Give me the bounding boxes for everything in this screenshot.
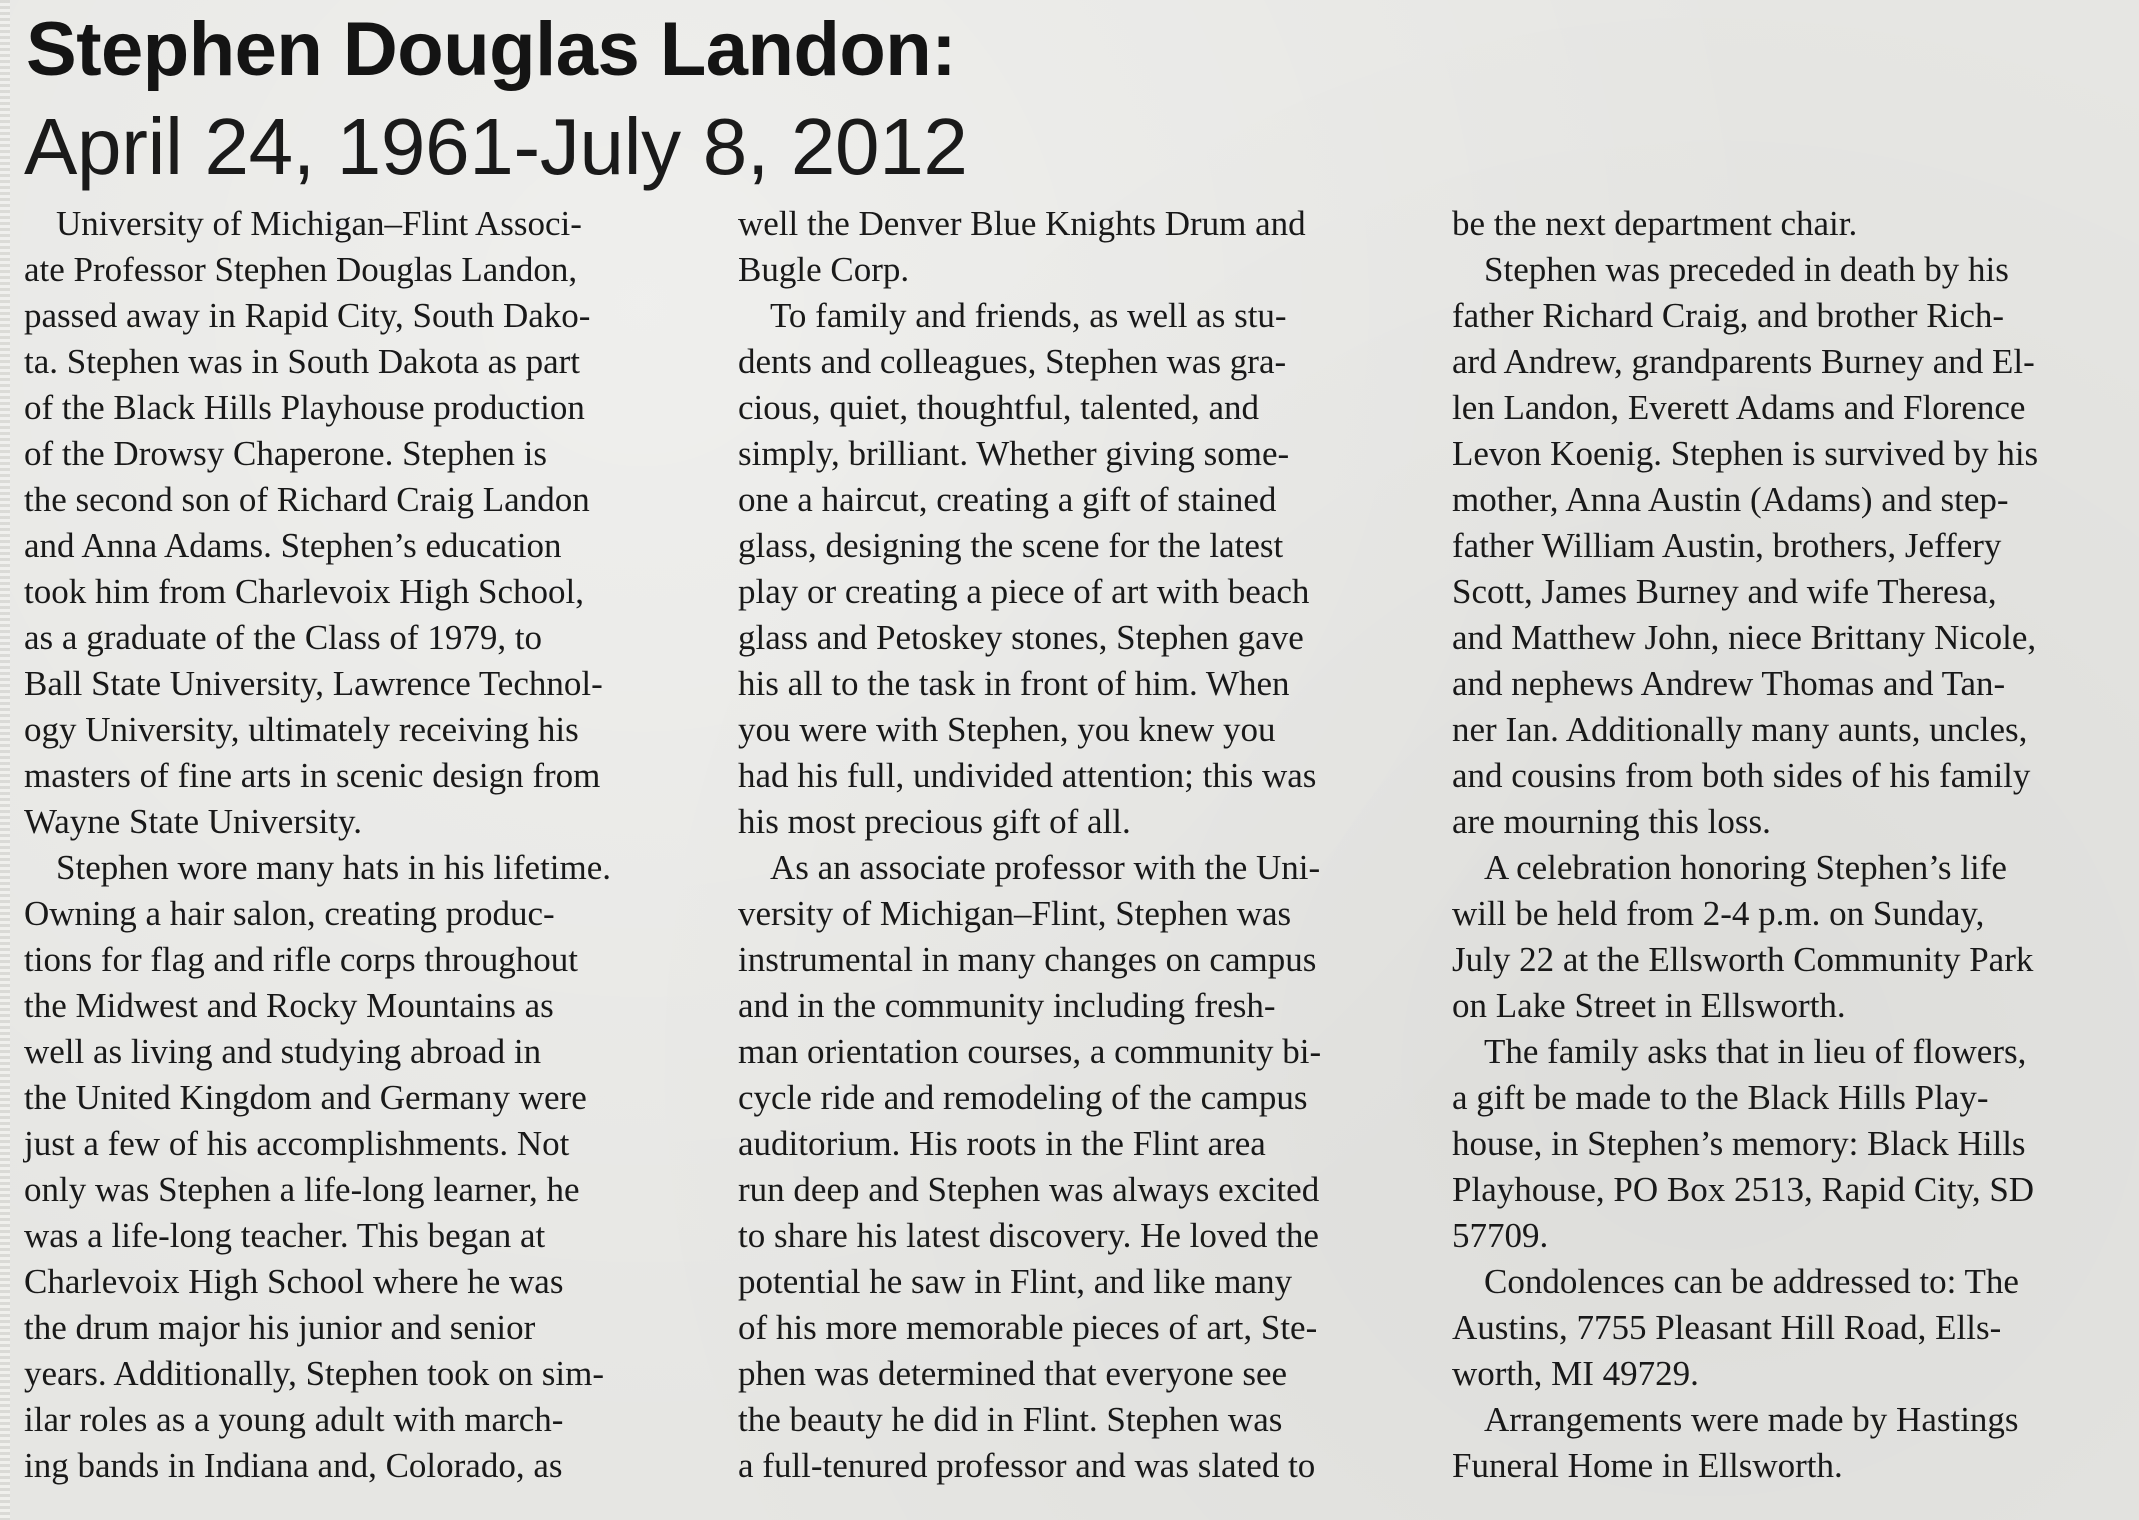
text-line: Austins, 7755 Pleasant Hill Road, Ells- xyxy=(1452,1308,2002,1347)
text-line: took him from Charlevoix High School, xyxy=(24,572,584,611)
text-line: glass, designing the scene for the latest xyxy=(738,526,1284,565)
text-line: father William Austin, brothers, Jeffery xyxy=(1452,526,2002,565)
column-3 xyxy=(1452,201,2116,1489)
text-line: ard Andrew, grandparents Burney and El- xyxy=(1452,342,2035,381)
text-line: on Lake Street in Ellsworth. xyxy=(1452,986,1846,1025)
text-line: the drum major his junior and senior xyxy=(24,1308,536,1347)
text-line: Wayne State University. xyxy=(24,802,363,841)
text-line: Condolences can be addressed to: The xyxy=(1484,1262,2019,1301)
text-line: As an associate professor with the Uni- xyxy=(770,848,1321,887)
text-line: are mourning this loss. xyxy=(1452,802,1771,841)
text-line: July 22 at the Ellsworth Community Park xyxy=(1452,940,2034,979)
text-line: phen was determined that everyone see xyxy=(738,1354,1288,1393)
text-line: to share his latest discovery. He loved the xyxy=(738,1216,1319,1255)
text-line: a gift be made to the Black Hills Play- xyxy=(1452,1078,1989,1117)
life-dates: April 24, 1961-July 8, 2012 xyxy=(24,102,968,191)
text-line: run deep and Stephen was always excited xyxy=(738,1170,1320,1209)
text-line: cycle ride and remodeling of the campus xyxy=(738,1078,1308,1117)
text-line: of his more memorable pieces of art, Ste- xyxy=(738,1308,1318,1347)
text-line: had his full, undivided attention; this was xyxy=(738,756,1317,795)
text-line: the United Kingdom and Germany were xyxy=(24,1078,587,1117)
text-line: Stephen was preceded in death by his xyxy=(1484,250,2009,289)
text-line: and nephews Andrew Thomas and Tan- xyxy=(1452,664,2006,703)
text-line: glass and Petoskey stones, Stephen gave xyxy=(738,618,1304,657)
text-line: and Anna Adams. Stephen’s education xyxy=(24,526,562,565)
text-line: Scott, James Burney and wife Theresa, xyxy=(1452,572,1997,611)
text-line: A celebration honoring Stephen’s life xyxy=(1484,848,2007,887)
text-line: cious, quiet, thoughtful, talented, and xyxy=(738,388,1260,427)
text-line: house, in Stephen’s memory: Black Hills xyxy=(1452,1124,2026,1163)
text-line: play or creating a piece of art with beach xyxy=(738,572,1310,611)
text-line: man orientation courses, a community bi- xyxy=(738,1032,1322,1071)
text-line: Funeral Home in Ellsworth. xyxy=(1452,1446,1843,1485)
text-line: 57709. xyxy=(1452,1216,1549,1255)
text-line: just a few of his accomplishments. Not xyxy=(24,1124,570,1163)
text-line: Charlevoix High School where he was xyxy=(24,1262,564,1301)
text-line: ner Ian. Additionally many aunts, uncles, xyxy=(1452,710,2028,749)
text-line: Owning a hair salon, creating produc- xyxy=(24,894,555,933)
text-line: only was Stephen a life-long learner, he xyxy=(24,1170,580,1209)
text-line: Stephen wore many hats in his lifetime. xyxy=(56,848,612,887)
text-line: the beauty he did in Flint. Stephen was xyxy=(738,1400,1283,1439)
column-2 xyxy=(738,201,1398,1489)
text-line: ilar roles as a young adult with march- xyxy=(24,1400,564,1439)
text-line: potential he saw in Flint, and like many xyxy=(738,1262,1293,1301)
headline: Stephen Douglas Landon: xyxy=(26,7,957,92)
text-line: will be held from 2-4 p.m. on Sunday, xyxy=(1452,894,1985,933)
text-line: dents and colleagues, Stephen was gra- xyxy=(738,342,1287,381)
text-line: well the Denver Blue Knights Drum and xyxy=(738,204,1306,243)
text-line: auditorium. His roots in the Flint area xyxy=(738,1124,1266,1163)
text-line: was a life-long teacher. This began at xyxy=(24,1216,546,1255)
text-line: tions for flag and rifle corps throughout xyxy=(24,940,579,979)
text-line: passed away in Rapid City, South Dako- xyxy=(24,296,591,335)
text-line: ate Professor Stephen Douglas Landon, xyxy=(24,250,578,289)
text-line: the Midwest and Rocky Mountains as xyxy=(24,986,554,1025)
text-line: To family and friends, as well as stu- xyxy=(770,296,1287,335)
text-line: ta. Stephen was in South Dakota as part xyxy=(24,342,581,381)
text-line: of the Black Hills Playhouse production xyxy=(24,388,585,427)
text-line: and in the community including fresh- xyxy=(738,986,1276,1025)
text-line: father Richard Craig, and brother Rich- xyxy=(1452,296,2005,335)
text-line: as a graduate of the Class of 1979, to xyxy=(24,618,543,657)
text-line: and cousins from both sides of his family xyxy=(1452,756,2031,795)
text-line: well as living and studying abroad in xyxy=(24,1032,542,1071)
text-line: University of Michigan–Flint Associ- xyxy=(56,204,582,243)
text-line: versity of Michigan–Flint, Stephen was xyxy=(738,894,1292,933)
text-line: ing bands in Indiana and, Colorado, as xyxy=(24,1446,563,1485)
column-1 xyxy=(24,201,706,1489)
text-line: years. Additionally, Stephen took on sim- xyxy=(24,1354,605,1393)
text-line: len Landon, Everett Adams and Florence xyxy=(1452,388,2026,427)
text-line: The family asks that in lieu of flowers, xyxy=(1484,1032,2027,1071)
text-line: instrumental in many changes on campus xyxy=(738,940,1317,979)
text-line: Arrangements were made by Hastings xyxy=(1484,1400,2019,1439)
text-line: simply, brilliant. Whether giving some- xyxy=(738,434,1290,473)
text-line: one a haircut, creating a gift of stained xyxy=(738,480,1277,519)
text-line: of the Drowsy Chaperone. Stephen is xyxy=(24,434,547,473)
text-line: Levon Koenig. Stephen is survived by his xyxy=(1452,434,2039,473)
text-line: Ball State University, Lawrence Technol- xyxy=(24,664,603,703)
text-line: mother, Anna Austin (Adams) and step- xyxy=(1452,480,2009,519)
text-line: Playhouse, PO Box 2513, Rapid City, SD xyxy=(1452,1170,2035,1209)
text-line: be the next department chair. xyxy=(1452,204,1858,243)
text-line: ogy University, ultimately receiving his xyxy=(24,710,579,749)
torn-edge xyxy=(0,0,10,1520)
text-line: his most precious gift of all. xyxy=(738,802,1131,841)
text-line: Bugle Corp. xyxy=(738,250,910,289)
text-line: and Matthew John, niece Brittany Nicole, xyxy=(1452,618,2037,657)
text-line: you were with Stephen, you knew you xyxy=(738,710,1276,749)
text-line: his all to the task in front of him. When xyxy=(738,664,1290,703)
text-line: a full-tenured professor and was slated to xyxy=(738,1446,1316,1485)
text-line: worth, MI 49729. xyxy=(1452,1354,1699,1393)
text-line: masters of fine arts in scenic design from xyxy=(24,756,601,795)
text-line: the second son of Richard Craig Landon xyxy=(24,480,590,519)
